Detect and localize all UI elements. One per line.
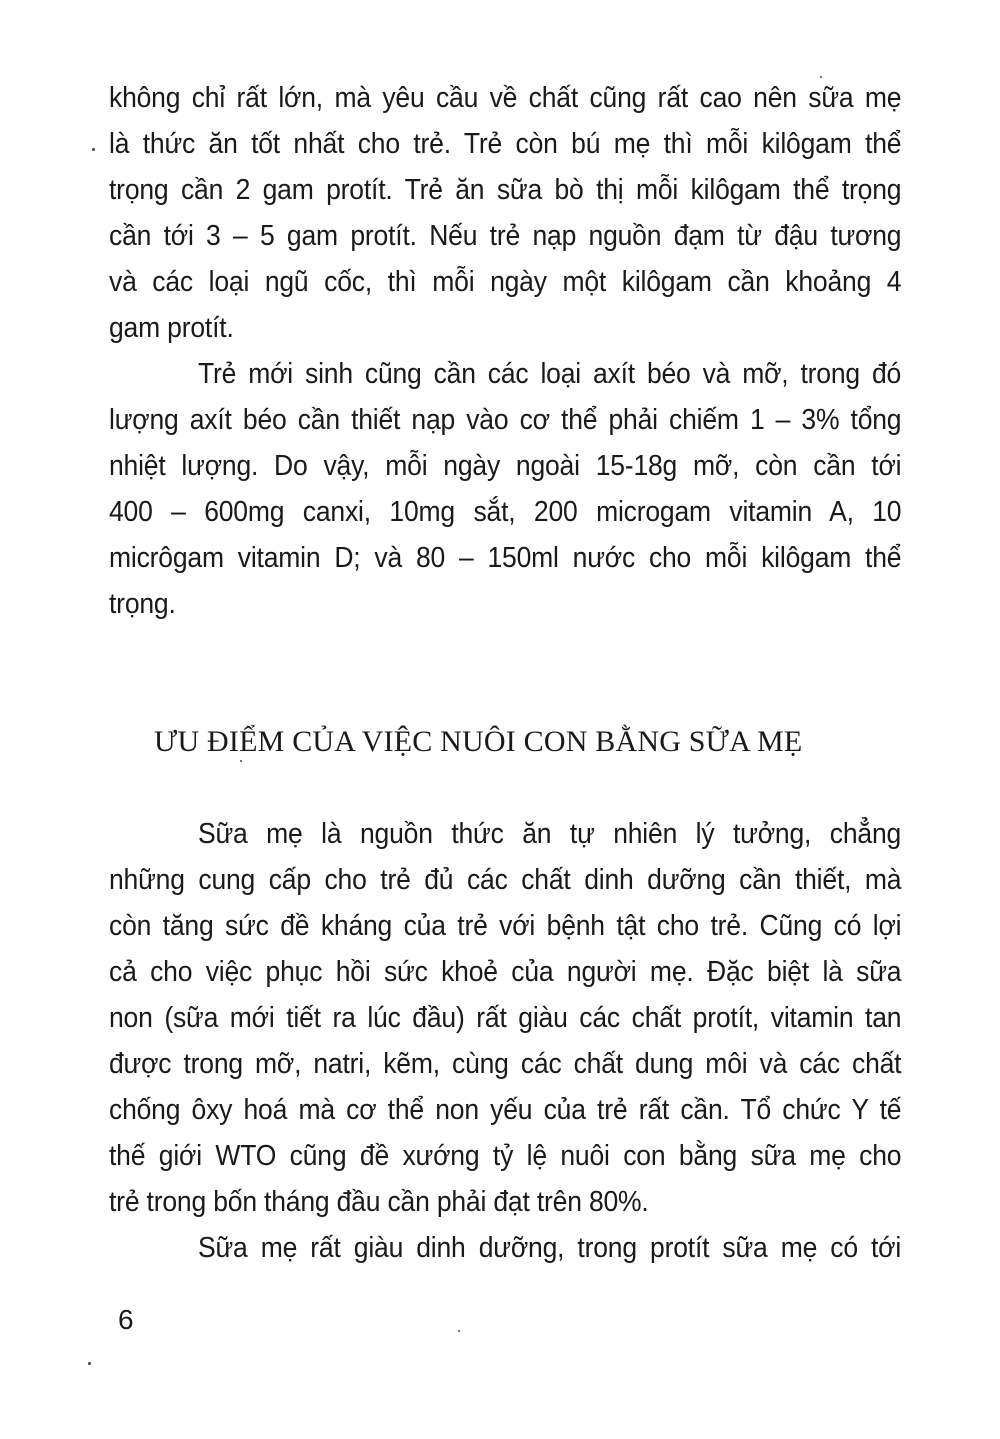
text-line: cả cho việc phục hồi sức khoẻ của người mẹ. Đặc biệt là sữa [109, 956, 902, 988]
text-line: Sữa mẹ là nguồn thức ăn tự nhiên lý tưởng, chẳng [198, 818, 902, 850]
text-line: là thức ăn tốt nhất cho trẻ. Trẻ còn bú mẹ thì mỗi kilôgam thể [109, 128, 902, 160]
text-line: không chỉ rất lớn, mà yêu cầu về chất cũng rất cao nên sữa mẹ [109, 82, 902, 114]
section-heading: ƯU ĐIỂM CỦA VIỆC NUÔI CON BẰNG SỮA MẸ [154, 725, 803, 758]
text-line: trẻ trong bốn tháng đầu cần phải đạt trên 80%. [109, 1186, 649, 1218]
scan-speck [88, 1362, 91, 1365]
text-line: cần tới 3 – 5 gam protít. Nếu trẻ nạp nguồn đạm từ đậu tương [109, 220, 902, 252]
text-line: lượng axít béo cần thiết nạp vào cơ thể phải chiếm 1 – 3% tổng [109, 404, 902, 436]
text-line: Trẻ mới sinh cũng cần các loại axít béo và mỡ, trong đó [198, 358, 902, 390]
scan-speck [820, 76, 822, 78]
scan-speck [240, 760, 242, 762]
page-number: 6 [118, 1304, 134, 1335]
scan-speck [458, 1330, 460, 1332]
text-line: còn tăng sức đề kháng của trẻ với bệnh tật cho trẻ. Cũng có lợi [109, 910, 902, 942]
text-line: trọng. [109, 588, 176, 620]
text-line: thế giới WTO cũng đề xướng tỷ lệ nuôi con bằng sữa mẹ cho [109, 1140, 902, 1172]
text-line: 400 – 600mg canxi, 10mg sắt, 200 microgam vitamin A, 10 [109, 496, 902, 528]
text-line: những cung cấp cho trẻ đủ các chất dinh dưỡng cần thiết, mà [109, 864, 902, 896]
text-line: micrôgam vitamin D; và 80 – 150ml nước cho mỗi kilôgam thể [109, 542, 902, 574]
text-line: nhiệt lượng. Do vậy, mỗi ngày ngoài 15-18g mỡ, còn cần tới [109, 450, 902, 482]
text-line: Sữa mẹ rất giàu dinh dưỡng, trong protít sữa mẹ có tới [198, 1232, 902, 1264]
text-line: gam protít. [109, 312, 234, 344]
text-line: non (sữa mới tiết ra lúc đầu) rất giàu các chất protít, vitamin tan [109, 1002, 902, 1034]
text-line: trọng cần 2 gam protít. Trẻ ăn sữa bò thị mỗi kilôgam thể trọng [109, 174, 902, 206]
text-line: được trong mỡ, natri, kẽm, cùng các chất dung môi và các chất [109, 1048, 902, 1080]
text-line: chống ôxy hoá mà cơ thể non yếu của trẻ rất cần. Tổ chức Y tế [109, 1094, 902, 1126]
text-line: và các loại ngũ cốc, thì mỗi ngày một kilôgam cần khoảng 4 [109, 266, 902, 298]
scan-speck [92, 148, 95, 151]
